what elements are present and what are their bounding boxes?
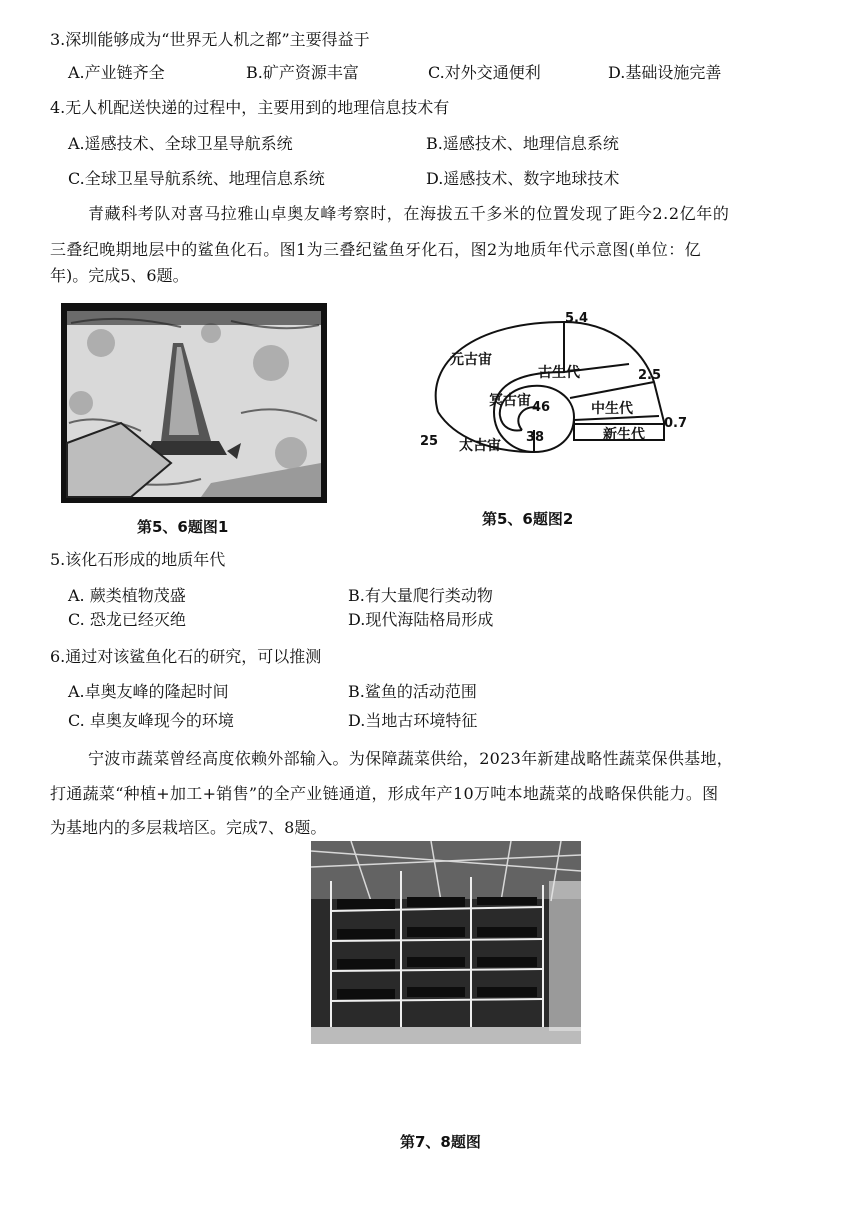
- age-label-46: 46: [532, 400, 551, 415]
- era-label-cenozoic: 新生代: [603, 427, 645, 443]
- q5-stem: 5.该化石形成的地质年代: [50, 550, 226, 569]
- eon-label-proterozoic: 元古宙: [450, 352, 492, 368]
- q4-option-b: B.遥感技术、地理信息系统: [426, 134, 619, 153]
- eon-label-archean: 太古宙: [459, 438, 501, 454]
- q3-option-d: D.基础设施完善: [608, 63, 722, 82]
- q3-option-b: B.矿产资源丰富: [246, 63, 359, 82]
- q4-stem: 4.无人机配送快递的过程中，主要用到的地理信息技术有: [50, 98, 450, 117]
- age-label-0-7: 0.7: [664, 416, 688, 431]
- passage1-line3: 年)。完成5、6题。: [50, 266, 189, 285]
- q3-stem: 3.深圳能够成为“世界无人机之都”主要得益于: [50, 30, 370, 49]
- q6-stem: 6.通过对该鲨鱼化石的研究，可以推测: [50, 647, 322, 666]
- q5-option-c: C. 恐龙已经灭绝: [68, 610, 186, 629]
- shark-tooth-fossil-photo: [61, 303, 327, 503]
- q4-option-d: D.遥感技术、数字地球技术: [426, 169, 620, 188]
- fig1-caption: 第5、6题图1: [137, 518, 229, 536]
- q3-option-c: C.对外交通便利: [428, 63, 541, 82]
- q4-option-c: C.全球卫星导航系统、地理信息系统: [68, 169, 325, 188]
- age-label-2-5: 2.5: [638, 368, 662, 383]
- age-label-5-4: 5.4: [565, 311, 589, 326]
- passage2-line1: 宁波市蔬菜曾经高度依赖外部输入。为保障蔬菜供给，2023年新建战略性蔬菜保供基地，: [88, 749, 734, 768]
- era-label-mesozoic: 中生代: [591, 401, 633, 417]
- q5-option-d: D.现代海陆格局形成: [348, 610, 494, 629]
- q3-option-a: A.产业链齐全: [68, 63, 165, 82]
- q6-option-b: B.鲨鱼的活动范围: [348, 682, 477, 701]
- q6-option-a: A.卓奥友峰的隆起时间: [68, 682, 229, 701]
- fig2-caption: 第5、6题图2: [482, 510, 574, 528]
- q6-option-c: C. 卓奥友峰现今的环境: [68, 711, 234, 730]
- era-label-paleozoic: 古生代: [538, 365, 580, 381]
- q5-option-b: B.有大量爬行类动物: [348, 586, 493, 605]
- q4-option-a: A.遥感技术、全球卫星导航系统: [68, 134, 293, 153]
- cultivation-racks-photo: [311, 841, 581, 1044]
- passage1-line1: 青藏科考队对喜马拉雅山卓奥友峰考察时，在海拔五千多米的位置发现了距今2.2亿年的: [88, 204, 730, 223]
- passage2-line2: 打通蔬菜“种植+加工+销售”的全产业链通道，形成年产10万吨本地蔬菜的战略保供能力。图: [50, 784, 719, 803]
- passage2-line3: 为基地内的多层栽培区。完成7、8题。: [50, 818, 327, 837]
- q5-option-a: A. 蕨类植物茂盛: [68, 586, 186, 605]
- fig3-caption: 第7、8题图: [400, 1133, 481, 1151]
- eon-label-hadean: 冥古宙: [489, 393, 531, 409]
- age-label-25: 25: [420, 434, 439, 449]
- age-label-38: 38: [526, 430, 545, 445]
- passage1-line2: 三叠纪晚期地层中的鲨鱼化石。图1为三叠纪鲨鱼牙化石，图2为地质年代示意图(单位：亿: [50, 240, 702, 259]
- q6-option-d: D.当地古环境特征: [348, 711, 478, 730]
